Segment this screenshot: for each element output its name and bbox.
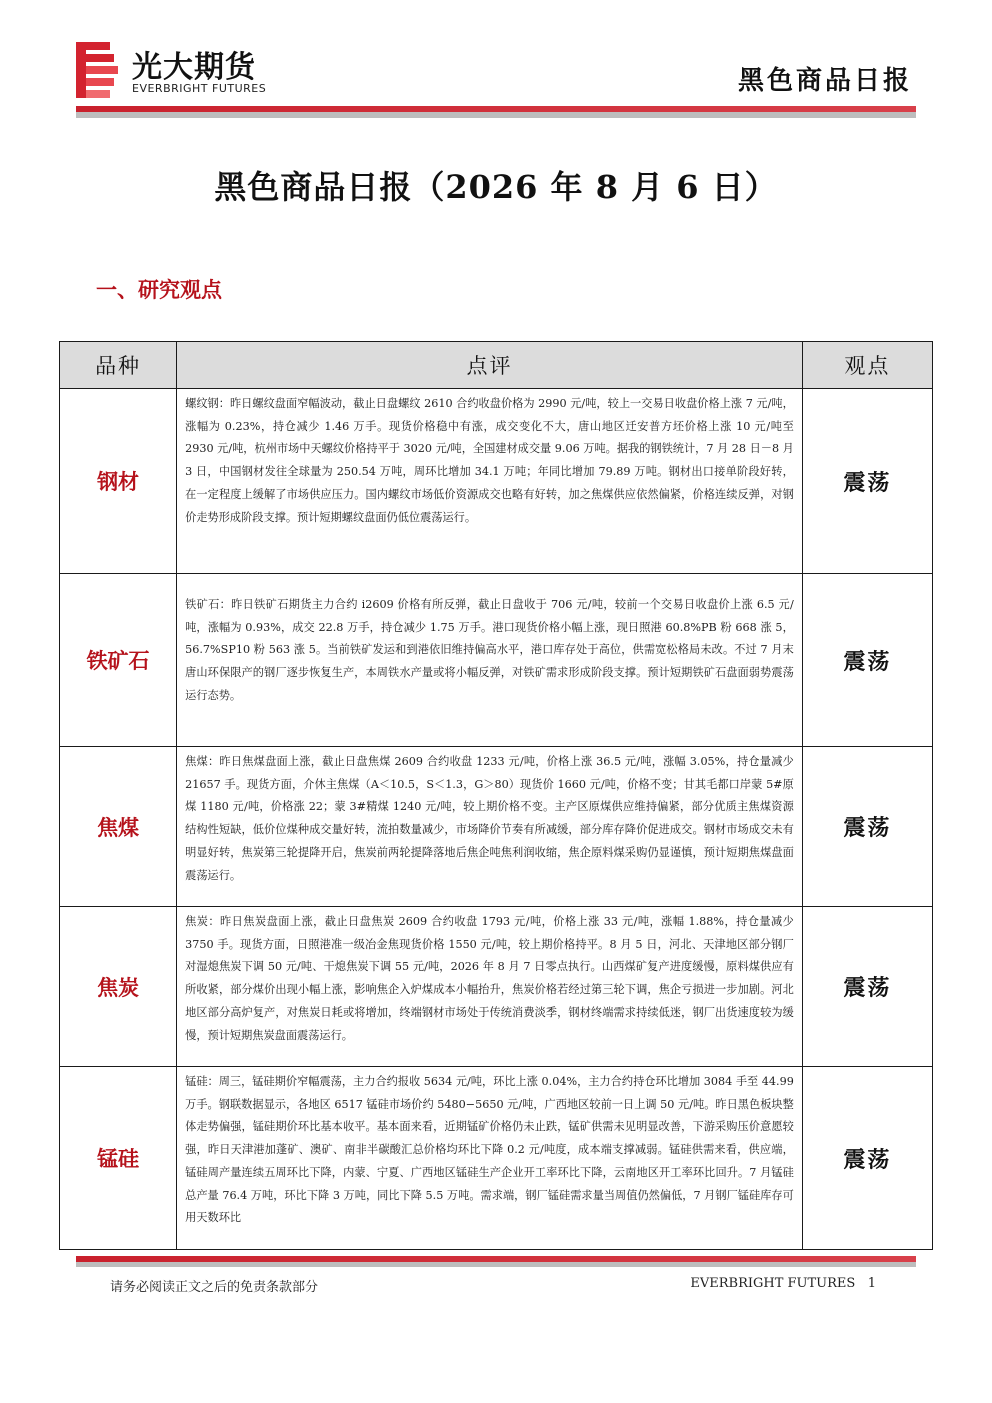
company-logo xyxy=(76,40,286,102)
footer-disclaimer: 请务必阅读正文之后的免责条款部分 xyxy=(110,1280,319,1295)
report-type-label: 黑色商品日报 xyxy=(737,66,912,96)
comment-text: 铁矿石：昨日铁矿石期货主力合约 i2609 价格有所反弹，截止日盘收于 706 元/吨，较前一个交易日收盘价上涨 6.5 元/吨，涨幅为 0.93%，成交 22.8 万手，持仓减少 1.75 万手。港口现货价格小幅上涨，现日照港 60.8%PB 粉 668 涨 5，56.7%SP10 粉 563 涨 5。当前铁矿发运和到港依旧维持偏高水平，港口库存处于高位，供需宽松格局未改。不过 7 月末唐山环保限产的钢厂逐步恢复生产，本周铁水产量或将小幅反弹，对铁矿需求形成阶段支撑。预计短期铁矿石盘面弱势震荡运行态势。 xyxy=(185,598,794,702)
research-view-table xyxy=(59,341,933,1250)
header-divider-gray xyxy=(76,112,916,118)
comment-text: 锰硅：周三，锰硅期价窄幅震荡，主力合约报收 5634 元/吨，环比上涨 0.04%，主力合约持仓环比增加 3084 手至 44.99 万手。钢联数据显示，各地区 6517 锰硅市场价约 5480−5650 元/吨，广西地区较前一日上调 50 元/吨。昨日黑色板块整体走势偏强，锰硅期价环比基本收平。基本面来看，近期锰矿价格仍未止跌，锰矿供需未见明显改善，下游采购压价意愿较强，昨日天津港加蓬矿、澳矿、南非半碳酸汇总价格均环比下降 0.2 元/吨度，成本端支撑减弱。锰硅供需来看，供应端，锰硅周产量连续五周环比下降，内蒙、宁夏、广西地区锰硅生产企业开工率环比下降，云南地区开工率环比回升。7 月锰硅总产量 76.4 万吨，环比下降 3 万吨，同比下降 5.5 万吨。需求端，钢厂锰硅需求量当周值仍然偏低，7 月钢厂锰硅库存可用天数环比 xyxy=(185,1075,794,1225)
footer-brand-and-page xyxy=(690,1276,876,1291)
category-cell: 焦炭 xyxy=(60,907,177,1067)
view-cell: 震荡 xyxy=(802,574,932,747)
comment-cell xyxy=(177,1067,803,1250)
header-comment: 点评 xyxy=(177,342,803,389)
logo-mark-icon xyxy=(76,42,118,98)
footer-divider-gray xyxy=(76,1262,916,1267)
section-heading: 一、研究观点 xyxy=(96,278,222,302)
header-category: 品种 xyxy=(60,342,177,389)
view-cell: 震荡 xyxy=(802,389,932,574)
header-view: 观点 xyxy=(802,342,932,389)
table-row xyxy=(60,574,933,747)
comment-cell xyxy=(177,389,803,574)
category-cell: 锰硅 xyxy=(60,1067,177,1250)
table-row xyxy=(60,1067,933,1250)
page-number: 1 xyxy=(867,1276,876,1291)
logo-chinese-name: 光大期货 xyxy=(132,50,256,85)
document-title: 黑色商品日报（2026 年 8 月 6 日） xyxy=(214,168,778,206)
category-cell: 铁矿石 xyxy=(60,574,177,747)
category-cell: 钢材 xyxy=(60,389,177,574)
comment-text: 螺纹钢：昨日螺纹盘面窄幅波动，截止日盘螺纹 2610 合约收盘价格为 2990 元/吨，较上一交易日收盘价格上涨 7 元/吨，涨幅为 0.23%，持仓减少 1.46 万手。现货价格稳中有涨，成交变化不大，唐山地区迁安普方坯价格上涨 10 元/吨至 2930 元/吨，杭州市场中天螺纹价格持平于 3020 元/吨，全国建材成交量 9.06 万吨。据我的钢铁统计，7 月 28 日－8 月 3 日，中国钢材发往全球量为 250.54 万吨，周环比增加 34.1 万吨；年同比增加 79.89 万吨。钢材出口接单阶段好转，在一定程度上缓解了市场供应压力。国内螺纹市场低价资源成交也略有好转，加之焦煤供应依然偏紧，价格连续反弹，对钢价走势形成阶段支撑。预计短期螺纹盘面仍低位震荡运行。 xyxy=(185,397,794,524)
category-cell: 焦煤 xyxy=(60,747,177,907)
table-row xyxy=(60,907,933,1067)
view-cell: 震荡 xyxy=(802,747,932,907)
comment-cell xyxy=(177,907,803,1067)
footer-brand: EVERBRIGHT FUTURES xyxy=(690,1276,856,1291)
table-header-row xyxy=(60,342,933,389)
table-row xyxy=(60,389,933,574)
logo-english-name: EVERBRIGHT FUTURES xyxy=(132,82,267,95)
comment-cell xyxy=(177,574,803,747)
table-row xyxy=(60,747,933,907)
comment-cell xyxy=(177,747,803,907)
view-cell: 震荡 xyxy=(802,907,932,1067)
comment-text: 焦炭：昨日焦炭盘面上涨，截止日盘焦炭 2609 合约收盘 1793 元/吨，价格上涨 33 元/吨，涨幅 1.88%，持仓量减少 3750 手。现货方面，日照港准一级冶金焦现货价格 1550 元/吨，较上期价格持平。8 月 5 日，河北、天津地区部分钢厂对湿熄焦炭下调 50 元/吨、干熄焦炭下调 55 元/吨，2026 年 8 月 7 日零点执行。山西煤矿复产进度缓慢，原料煤供应有所收紧，部分煤价出现小幅上涨，影响焦企入炉煤成本小幅抬升，焦炭价格若经过第三轮下调，焦企亏损进一步加剧。河北地区部分高炉复产，对焦炭日耗或将增加，终端钢材市场处于传统消费淡季，钢材终端需求持续低迷，钢厂出货速度较为缓慢，预计短期焦炭盘面震荡运行。 xyxy=(185,915,794,1042)
comment-text: 焦煤：昨日焦煤盘面上涨，截止日盘焦煤 2609 合约收盘 1233 元/吨，价格上涨 36.5 元/吨，涨幅 3.05%，持仓量减少 21657 手。现货方面，介休主焦煤（A＜10.5，S＜1.3，G＞80）现货价 1660 元/吨，价格不变；甘其毛都口岸蒙 5#原煤 1180 元/吨，价格涨 22；蒙 3#精煤 1240 元/吨，较上期价格不变。主产区原煤供应维持偏紧，部分优质主焦煤资源结构性短缺，低价位煤种成交量好转，流拍数量减少，市场降价节奏有所减缓，部分库存降价促进成交。钢材市场成交未有明显好转，焦炭第三轮提降开启，焦炭前两轮提降落地后焦企吨焦利润收缩，焦企原料煤采购仍显谨慎，预计短期焦煤盘面震荡运行。 xyxy=(185,755,794,882)
view-cell: 震荡 xyxy=(802,1067,932,1250)
